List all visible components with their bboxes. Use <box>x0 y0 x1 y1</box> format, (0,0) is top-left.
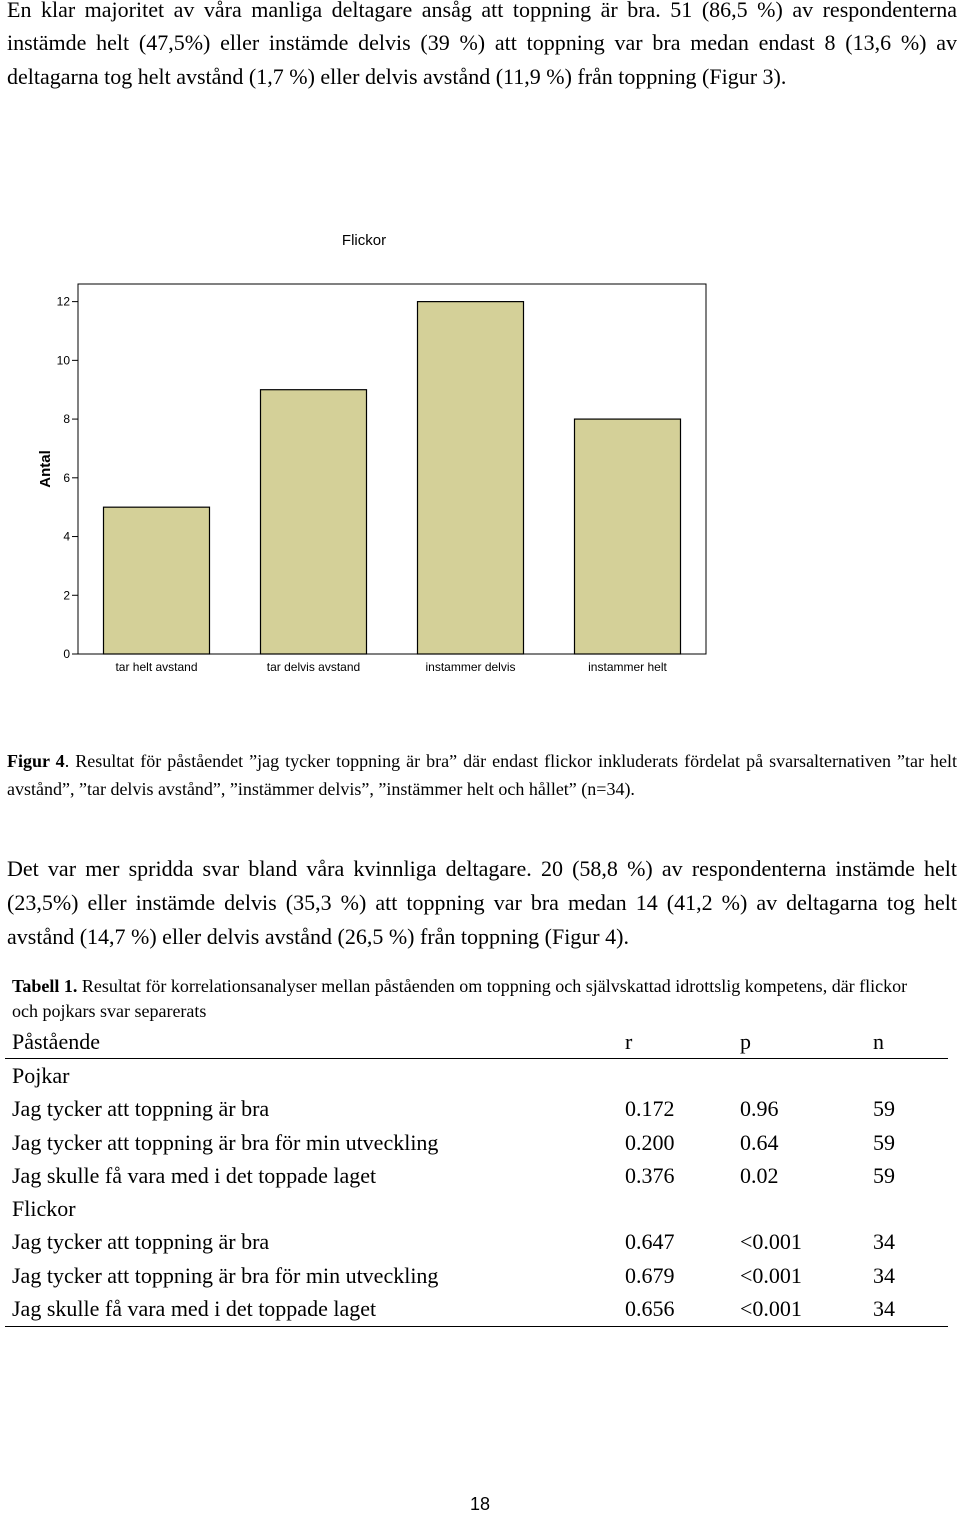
figure-caption-text: . Resultat för påståendet ”jag tycker toppning är bra” där endast flickor inkluderats fördelat på svarsalternativen ”tar helt avstånd”, ”tar delvis avstånd”, ”instämmer delvis”, ”instämmer helt och hållet” (n=34). <box>7 751 958 799</box>
y-axis-ticks <box>57 295 78 661</box>
table-cell: 59 <box>873 1129 895 1155</box>
table-cell: 0.200 <box>625 1129 675 1155</box>
y-tick-label: 8 <box>63 412 70 427</box>
table-row-group-pojkar <box>5 1059 948 1093</box>
body-paragraph-1: En klar majoritet av våra manliga deltagare ansåg att toppning är bra. 51 (86,5 %) av respondenterna instämde helt (47,5%) eller instämde delvis (39 %) att toppning var bra medan endast 8 (13,6 %) av deltagarna tog helt avstånd (1,7 %) eller delvis avstånd (11,9 %) från toppning (Figur 3). <box>7 0 957 89</box>
table-cell: 0.64 <box>740 1129 779 1155</box>
table-caption <box>12 974 912 1024</box>
table-cell: Flickor <box>12 1196 76 1222</box>
table-cell: 34 <box>873 1292 948 1326</box>
header-p: p <box>740 1025 873 1059</box>
table-row <box>5 1226 948 1259</box>
bar <box>575 419 681 654</box>
table-cell: Jag tycker att toppning är bra för min utveckling <box>12 1129 439 1155</box>
y-tick-label: 6 <box>63 470 70 485</box>
x-tick-label: tar helt avstand <box>115 660 198 674</box>
table-cell: 0.172 <box>625 1096 675 1122</box>
body-paragraph-2: Det var mer spridda svar bland våra kvinnliga deltagare. 20 (58,8 %) av respondenterna instämde helt (23,5%) eller instämde delvis (35,3 %) att toppning var bra medan 14 (41,2 %) av deltagarna tog helt avstånd (14,7 %) eller delvis avstånd (26,5 %) från toppning (Figur 4). <box>7 856 957 949</box>
table-row <box>5 1093 948 1126</box>
table-cell: <0.001 <box>740 1229 802 1255</box>
bars <box>104 302 681 654</box>
table-cell: Jag tycker att toppning är bra <box>12 1096 270 1122</box>
table-cell: 34 <box>873 1262 895 1288</box>
table-cell: 0.02 <box>740 1162 779 1188</box>
table-row <box>5 1259 948 1292</box>
table-cell: <0.001 <box>740 1292 873 1326</box>
x-tick-label: instammer delvis <box>425 660 516 674</box>
y-tick-label: 4 <box>63 529 70 544</box>
bar <box>418 302 524 654</box>
y-tick-label: 12 <box>56 294 70 309</box>
table-header-row <box>5 1025 948 1059</box>
table-row <box>5 1292 948 1326</box>
table-cell: <0.001 <box>740 1262 802 1288</box>
table-cell: Jag tycker att toppning är bra <box>12 1229 270 1255</box>
figure-label: Figur 4 <box>7 751 65 771</box>
table-cell: 0.679 <box>625 1262 675 1288</box>
table-row <box>5 1126 948 1159</box>
table-cell: Jag skulle få vara med i det toppade laget <box>12 1162 377 1188</box>
bar <box>261 390 367 654</box>
figure-caption <box>7 747 957 803</box>
table-row <box>5 1159 948 1192</box>
table-cell: Pojkar <box>12 1062 70 1088</box>
x-axis-tick-labels <box>115 660 667 674</box>
table-cell: 0.656 <box>617 1292 740 1326</box>
table-cell: Jag skulle få vara med i det toppade laget <box>5 1292 617 1326</box>
table-cell: 59 <box>873 1096 895 1122</box>
y-tick-label: 0 <box>63 647 70 661</box>
header-statement: Påstående <box>5 1025 617 1059</box>
y-tick-label: 10 <box>56 353 70 368</box>
table-cell <box>873 1192 948 1225</box>
table-cell: 0.376 <box>625 1162 675 1188</box>
table-cell: Jag tycker att toppning är bra för min utveckling <box>12 1262 439 1288</box>
table-cell <box>740 1059 873 1093</box>
y-tick-label: 2 <box>63 588 70 603</box>
table-cell <box>617 1192 740 1225</box>
x-tick-label: tar delvis avstand <box>266 660 361 674</box>
table-cell <box>873 1059 948 1093</box>
page-number: 18 <box>469 1494 491 1514</box>
bar <box>104 507 210 654</box>
header-n: n <box>873 1025 948 1059</box>
table-cell <box>617 1059 740 1093</box>
table-caption-text: Resultat för korrelationsanalyser mellan påståenden om toppning och självskattad idrottslig kompetens, där flickor och pojkars svar separerats <box>12 976 908 1021</box>
bar-chart <box>0 215 960 695</box>
x-tick-label: instammer helt <box>588 660 667 674</box>
correlation-table <box>5 1025 948 1327</box>
chart-title: Flickor <box>341 232 387 249</box>
table-cell: 59 <box>873 1162 895 1188</box>
table-cell <box>740 1192 873 1225</box>
table-cell: 0.96 <box>740 1096 779 1122</box>
table-cell: 34 <box>873 1229 895 1255</box>
table-row-group-flickor <box>5 1192 948 1225</box>
table-cell: 0.647 <box>625 1229 675 1255</box>
y-axis-label: Antal <box>37 450 54 488</box>
table-label: Tabell 1. <box>12 976 78 996</box>
header-r: r <box>617 1025 740 1059</box>
